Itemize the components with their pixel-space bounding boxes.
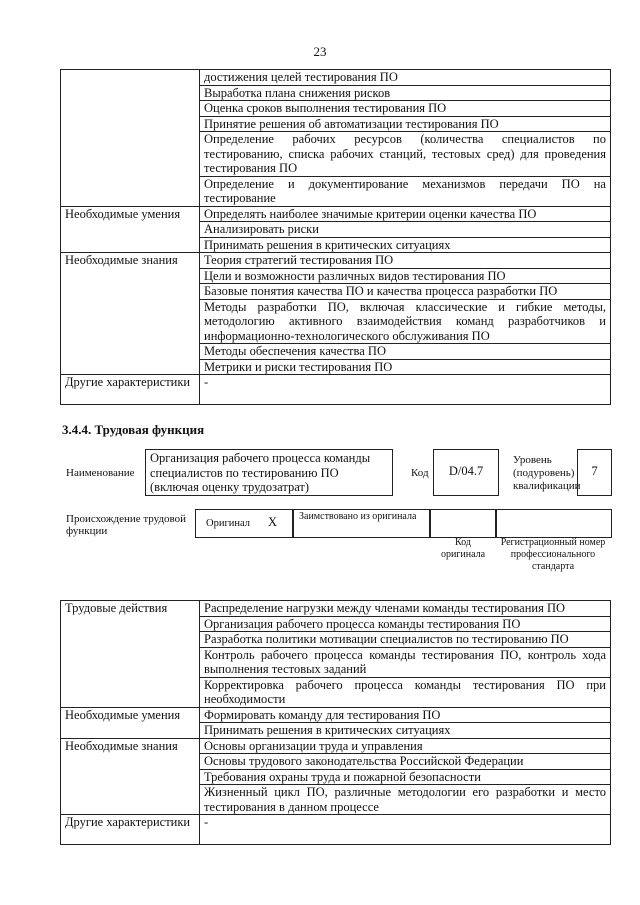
table-label: Другие характеристики bbox=[61, 375, 200, 405]
table-label bbox=[61, 344, 200, 360]
original-mark: X bbox=[268, 515, 278, 529]
origin-label: Происхождение трудовой функции bbox=[66, 513, 187, 537]
table-cell: Цели и возможности различных видов тестирования ПО bbox=[200, 268, 611, 284]
table-label bbox=[61, 677, 200, 707]
table-cell: Разработка политики мотивации специалистов по тестированию ПО bbox=[200, 632, 611, 648]
table-label bbox=[61, 647, 200, 677]
table-label bbox=[61, 299, 200, 344]
table-cell: Принимать решения в критических ситуациях bbox=[200, 723, 611, 739]
table-label bbox=[61, 723, 200, 739]
table-label bbox=[61, 268, 200, 284]
code-caption: Код оригинала bbox=[440, 537, 486, 560]
reg-caption: Регистрационный номер профессионального стандарта bbox=[500, 537, 606, 572]
table-cell: Выработка плана снижения рисков bbox=[200, 85, 611, 101]
table-cell: Принятие решения об автоматизации тестирования ПО bbox=[200, 116, 611, 132]
table-cell: Основы организации труда и управления bbox=[200, 738, 611, 754]
table-cell: Требования охраны труда и пожарной безопасности bbox=[200, 769, 611, 785]
table-label: Необходимые умения bbox=[61, 707, 200, 723]
table-label bbox=[61, 785, 200, 815]
code-box bbox=[433, 449, 499, 496]
table-label bbox=[61, 176, 200, 206]
level-value: 7 bbox=[591, 464, 598, 478]
table-label: Необходимые знания bbox=[61, 738, 200, 754]
table-label bbox=[61, 222, 200, 238]
page-number: 23 bbox=[313, 44, 327, 59]
table-cell: Методы обеспечения качества ПО bbox=[200, 344, 611, 360]
original-label: Оригинал bbox=[206, 518, 250, 529]
table-cell: - bbox=[200, 375, 611, 405]
table-cell: Метрики и риски тестирования ПО bbox=[200, 359, 611, 375]
table-cell: Принимать решения в критических ситуациях bbox=[200, 237, 611, 253]
table-cell: Организация рабочего процесса команды тестирования ПО bbox=[200, 616, 611, 632]
table-label bbox=[61, 769, 200, 785]
table-label bbox=[61, 284, 200, 300]
table-cell: Распределение нагрузки между членами команды тестирования ПО bbox=[200, 601, 611, 617]
table-cell: - bbox=[200, 815, 611, 845]
requirements-table-2 bbox=[60, 600, 611, 845]
table-label bbox=[61, 132, 200, 177]
table-cell: достижения целей тестирования ПО bbox=[200, 70, 611, 86]
requirements-table-1 bbox=[60, 69, 611, 405]
table-label: Трудовые действия bbox=[61, 601, 200, 617]
borrowed-box bbox=[292, 509, 431, 538]
table-label bbox=[61, 359, 200, 375]
table-label bbox=[61, 101, 200, 117]
table-cell: Определять наиболее значимые критерии оценки качества ПО bbox=[200, 206, 611, 222]
table-cell: Контроль рабочего процесса команды тестирования ПО, контроль хода выполнения тестовых заданий bbox=[200, 647, 611, 677]
section-heading: 3.4.4. Трудовая функция bbox=[62, 422, 205, 437]
table-label: Необходимые умения bbox=[61, 206, 200, 222]
table-cell: Теория стратегий тестирования ПО bbox=[200, 253, 611, 269]
table-cell: Оценка сроков выполнения тестирования ПО bbox=[200, 101, 611, 117]
original-code-box bbox=[429, 509, 497, 538]
table-label bbox=[61, 116, 200, 132]
level-label: Уровень (подуровень) квалификации bbox=[513, 454, 581, 492]
original-box bbox=[195, 509, 294, 538]
level-box bbox=[577, 449, 612, 496]
borrowed-label: Заимствовано из оригинала bbox=[299, 511, 417, 522]
table-label bbox=[61, 616, 200, 632]
name-label: Наименование bbox=[66, 467, 135, 479]
function-name: Организация рабочего процесса команды специалистов по тестированию ПО (включая оценку трудозатрат) bbox=[150, 451, 371, 494]
code-label: Код bbox=[411, 467, 429, 479]
table-cell: Формировать команду для тестирования ПО bbox=[200, 707, 611, 723]
table-cell: Определение и документирование механизмов передачи ПО на тестирование bbox=[200, 176, 611, 206]
table-cell: Базовые понятия качества ПО и качества процесса разработки ПО bbox=[200, 284, 611, 300]
table-label: Другие характеристики bbox=[61, 815, 200, 845]
table-cell: Методы разработки ПО, включая классические и гибкие методы, методологию активного взаимодействия команд разработчиков и информационно-технологического обслуживания ПО bbox=[200, 299, 611, 344]
table-cell: Определение рабочих ресурсов (количества специалистов по тестированию, списка рабочих станций, тестовых сред) для проведения тестирования ПО bbox=[200, 132, 611, 177]
table-label bbox=[61, 237, 200, 253]
code-value: D/04.7 bbox=[448, 464, 484, 478]
table-cell: Корректировка рабочего процесса команды тестирования ПО при необходимости bbox=[200, 677, 611, 707]
table-cell: Анализировать риски bbox=[200, 222, 611, 238]
table-label bbox=[61, 754, 200, 770]
table-label bbox=[61, 70, 200, 86]
table-label: Необходимые знания bbox=[61, 253, 200, 269]
reg-number-box bbox=[495, 509, 612, 538]
function-name-box bbox=[145, 449, 393, 496]
table-cell: Основы трудового законодательства Российской Федерации bbox=[200, 754, 611, 770]
table-label bbox=[61, 632, 200, 648]
table-cell: Жизненный цикл ПО, различные методологии его разработки и место тестирования в данном процессе bbox=[200, 785, 611, 815]
table-label bbox=[61, 85, 200, 101]
